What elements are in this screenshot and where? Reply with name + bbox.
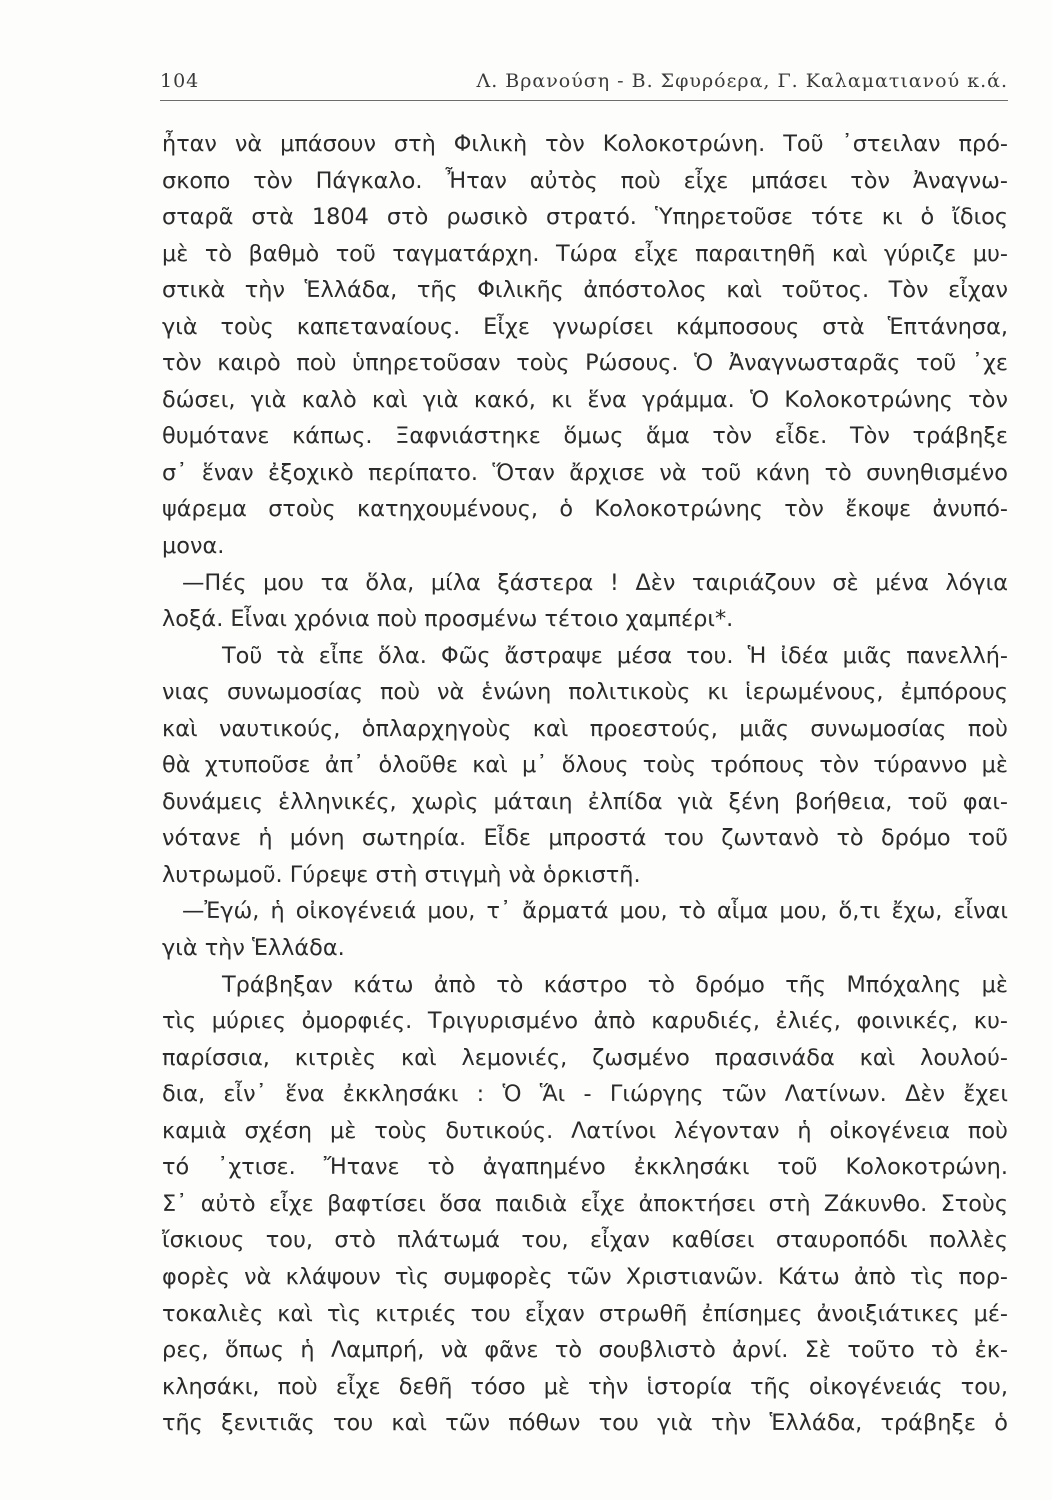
text-line: καὶ ναυτικούς, ὁπλαρχηγοὺς καὶ προεστούς, μιᾶς συνωμοσίας ποὺ bbox=[162, 715, 1008, 742]
text-line: τὸν καιρὸ ποὺ ὑπηρετοῦσαν τοὺς Ρώσους. Ὁ Ἀναγνωσταρᾶς τοῦ ᾿χε bbox=[162, 350, 1008, 377]
text-line: τῆς ξενιτιᾶς του καὶ τῶν πόθων του γιὰ τὴν Ἑλλάδα, τράβηξε ὁ bbox=[162, 1410, 1008, 1437]
text-line: δυνάμεις ἑλληνικές, χωρὶς μάταιη ἐλπίδα γιὰ ξένη βοήθεια, τοῦ φαι- bbox=[162, 788, 1008, 815]
text-line: λυτρωμοῦ. Γύρεψε στὴ στιγμὴ νὰ ὁρκιστῆ. bbox=[162, 861, 641, 888]
page-header bbox=[160, 66, 1008, 96]
text-line: γιὰ τοὺς καπεταναίους. Εἶχε γνωρίσει κάμποσους στὰ Ἑπτάνησα, bbox=[162, 313, 1008, 340]
text-line: μονα. bbox=[162, 533, 225, 560]
text-line: Σ᾿ αὐτὸ εἶχε βαφτίσει ὅσα παιδιὰ εἶχε ἀποκτήσει στὴ Ζάκυνθο. Στοὺς bbox=[162, 1190, 1008, 1217]
text-line: φορὲς νὰ κλάψουν τὶς συμφορὲς τῶν Χριστιανῶν. Κάτω ἀπὸ τὶς πορ- bbox=[162, 1263, 1008, 1290]
text-line: κλησάκι, ποὺ εἶχε δεθῆ τόσο μὲ τὴν ἱστορία τῆς οἰκογένειάς του, bbox=[162, 1373, 1008, 1400]
text-line: θυμότανε κάπως. Ξαφνιάστηκε ὅμως ἅμα τὸν εἶδε. Τὸν τράβηξε bbox=[162, 423, 1008, 450]
running-title: Λ. Βρανούση - Β. Σφυρόερα, Γ. Καλαματιανού κ.ά. bbox=[476, 70, 1008, 92]
text-line: ψάρεμα στοὺς κατηχουμένους, ὁ Κολοκοτρώνης τὸν ἔκοψε ἀνυπό- bbox=[162, 496, 1008, 523]
text-line: —Ἐγώ, ἡ οἰκογένειά μου, τ᾿ ἄρματά μου, τὸ αἷμα μου, ὅ,τι ἔχω, εἶναι bbox=[182, 898, 1008, 925]
text-line: τό ᾿χτισε. Ἤτανε τὸ ἀγαπημένο ἐκκλησάκι τοῦ Κολοκοτρώνη. bbox=[162, 1154, 1008, 1181]
text-line: παρίσσια, κιτριὲς καὶ λεμονιές, ζωσμένο πρασινάδα καὶ λουλού- bbox=[162, 1044, 1008, 1071]
text-line: τὶς μύριες ὀμορφιές. Τριγυρισμένο ἀπὸ καρυδιές, ἐλιές, φοινικές, κυ- bbox=[162, 1008, 1008, 1035]
header-rule bbox=[160, 100, 1008, 101]
text-line: Τράβηξαν κάτω ἀπὸ τὸ κάστρο τὸ δρόμο τῆς Μπόχαλης μὲ bbox=[222, 971, 1008, 998]
text-line: λοξά. Εἶναι χρόνια ποὺ προσμένω τέτοιο χαμπέρι*. bbox=[162, 606, 734, 633]
text-line: καμιὰ σχέση μὲ τοὺς δυτικούς. Λατίνοι λέγονταν ἡ οἰκογένεια ποὺ bbox=[162, 1117, 1008, 1144]
text-line: Τοῦ τὰ εἶπε ὅλα. Φῶς ἄστραψε μέσα του. Ἡ ἰδέα μιᾶς πανελλή- bbox=[222, 642, 1008, 669]
text-line: γιὰ τὴν Ἑλλάδα. bbox=[162, 935, 345, 962]
text-line: ρες, ὅπως ἡ Λαμπρή, νὰ φᾶνε τὸ σουβλιστὸ ἀρνί. Σὲ τοῦτο τὸ ἐκ- bbox=[162, 1337, 1008, 1364]
page-number: 104 bbox=[160, 70, 200, 92]
text-line: σταρᾶ στὰ 1804 στὸ ρωσικὸ στρατό. Ὑπηρετοῦσε τότε κι ὁ ἴδιος bbox=[162, 204, 1008, 231]
text-line: νιας συνωμοσίας ποὺ νὰ ἑνώνη πολιτικοὺς κι ἱερωμένους, ἐμπόρους bbox=[162, 679, 1008, 706]
text-line: σκοπο τὸν Πάγκαλο. Ἦταν αὐτὸς ποὺ εἶχε μπάσει τὸν Ἀναγνω- bbox=[162, 167, 1008, 194]
text-line: σ᾿ ἕναν ἐξοχικὸ περίπατο. Ὅταν ἄρχισε νὰ τοῦ κάνη τὸ συνηθισμένο bbox=[162, 459, 1008, 486]
text-line: ἴσκιους του, στὸ πλάτωμά του, εἶχαν καθίσει σταυροπόδι πολλὲς bbox=[162, 1227, 1008, 1254]
text-line: στικὰ τὴν Ἑλλάδα, τῆς Φιλικῆς ἀπόστολος καὶ τοῦτος. Τὸν εἶχαν bbox=[162, 277, 1008, 304]
body-text bbox=[162, 126, 1008, 1442]
text-line: δια, εἶν᾿ ἕνα ἐκκλησάκι : Ὁ Ἅι - Γιώργης τῶν Λατίνων. Δὲν ἔχει bbox=[162, 1081, 1008, 1108]
text-line: μὲ τὸ βαθμὸ τοῦ ταγματάρχη. Τώρα εἶχε παραιτηθῆ καὶ γύριζε μυ- bbox=[162, 240, 1008, 267]
text-line: ἦταν νὰ μπάσουν στὴ Φιλικὴ τὸν Κολοκοτρώνη. Τοῦ ᾿στειλαν πρό- bbox=[162, 131, 1008, 157]
text-line: θὰ χτυποῦσε ἀπ᾿ ὁλοῦθε καὶ μ᾿ ὅλους τοὺς τρόπους τὸν τύραννο μὲ bbox=[162, 752, 1008, 779]
text-line: τοκαλιὲς καὶ τὶς κιτριές του εἶχαν στρωθῆ ἐπίσημες ἀνοιξιάτικες μέ- bbox=[162, 1300, 1008, 1327]
text-line: —Πές μου τα ὅλα, μίλα ξάστερα ! Δὲν ταιριάζουν σὲ μένα λόγια bbox=[182, 569, 1008, 596]
text-line: δώσει, γιὰ καλὸ καὶ γιὰ κακό, κι ἕνα γράμμα. Ὁ Κολοκοτρώνης τὸν bbox=[162, 386, 1008, 413]
text-line: νότανε ἡ μόνη σωτηρία. Εἶδε μπροστά του ζωντανὸ τὸ δρόμο τοῦ bbox=[162, 825, 1008, 852]
